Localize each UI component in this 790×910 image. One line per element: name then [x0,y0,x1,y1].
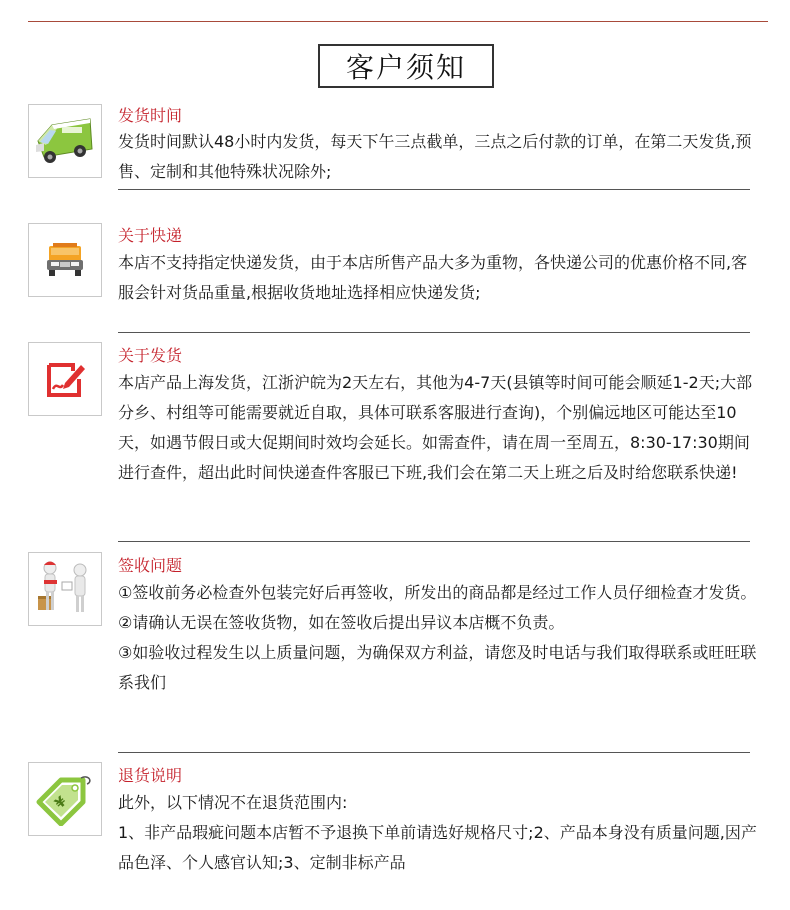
price-tag-icon [28,762,102,836]
section-title: 签收问题 [118,556,183,575]
top-divider [28,21,768,22]
section-paragraph: 本店产品上海发货，江浙沪皖为2天左右，其他为4-7天(县镇等时间可能会顺延1-2天;大部分乡、村组等可能需要就近自取，具体可联系客服进行查询)，个别偏远地区可能达至10天，如遇节假日或大促期间时效均会延长。如需查件，请在周一至周五，8:30-17:30期间进行查件，超出此时间快递查件客服已下班,我们会在第二天上班之后及时给您联系快递! [118,373,753,482]
section-paragraph: ①签收前务必检查外包装完好后再签收，所发出的商品都是经过工作人员仔细检查才发货。 [118,583,757,602]
section-body [118,788,758,878]
section-paragraph: 1、非产品瑕疵问题本店暂不予退换下单前请选好规格尺寸;2、产品本身没有质量问题,因产品色泽、个人感官认知;3、定制非标产品 [118,823,757,872]
page-title: 客户须知 [318,44,494,88]
svg-text:¥: ¥ [52,793,70,813]
edit-document-icon [28,342,102,416]
section-title: 发货时间 [118,106,183,125]
section-paragraph: 发货时间默认48小时内发货，每天下午三点截单，三点之后付款的订单，在第二天发货,预售、定制和其他特殊状况除外; [118,132,752,181]
section-divider [118,541,750,542]
section-title: 关于发货 [118,346,183,365]
section-paragraph: 本店不支持指定快递发货，由于本店所售产品大多为重物，各快递公司的优惠价格不同,客服会针对货品重量,根据收货地址选择相应快递发货; [118,253,748,302]
section-title: 退货说明 [118,766,183,785]
section-divider [118,752,750,753]
section-title: 关于快递 [118,226,183,245]
delivery-van-icon [28,104,102,178]
section-divider [118,189,750,190]
section-body [118,368,758,488]
section-body [118,127,758,187]
section-paragraph: 此外，以下情况不在退货范围内: [118,793,348,812]
section-paragraph: ③如验收过程发生以上质量问题，为确保双方利益，请您及时电话与我们取得联系或旺旺联系我们 [118,643,757,692]
section-body [118,578,758,698]
delivery-truck-icon [28,223,102,297]
section-paragraph: ②请确认无误在签收货物，如在签收后提出异议本店概不负责。 [118,613,565,632]
section-body [118,248,758,308]
section-divider [118,332,750,333]
courier-handover-icon [28,552,102,626]
